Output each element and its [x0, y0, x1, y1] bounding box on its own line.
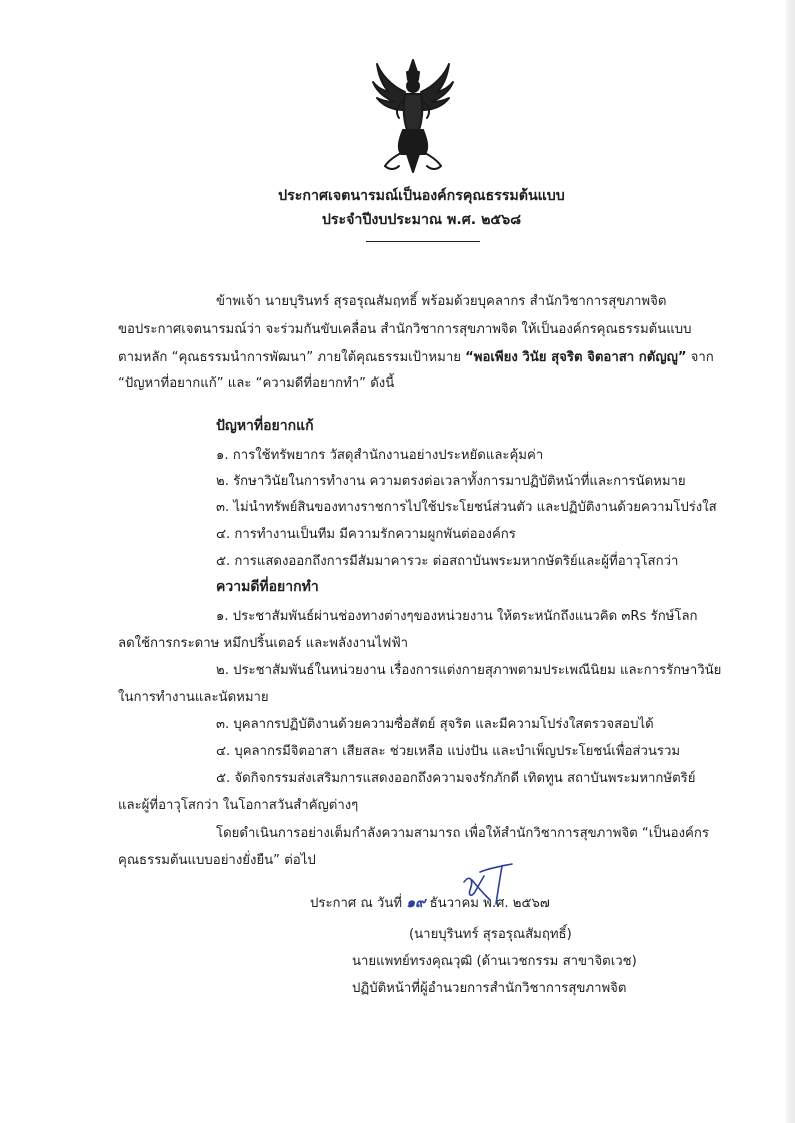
- intro-line-3-start: ตามหลัก “คุณธรรมนำการพัฒนา” ภายใต้คุณธรรมเป้าหมาย: [118, 350, 466, 365]
- target-virtues: “พอเพียง วินัย สุจริต จิตอาสา กตัญญู”: [465, 350, 687, 365]
- signatory-name: (นายบุรินทร์ สุรอรุณสัมฤทธิ์): [409, 927, 572, 942]
- intro-line-1: ข้าพเจ้า นายบุรินทร์ สุรอรุณสัมฤทธิ์ พร้อมด้วยบุคลากร สำนักวิชาการสุขภาพจิต: [216, 294, 667, 309]
- signature-scribble-icon: [458, 860, 528, 910]
- document-subtitle: ประจำปีงบประมาณ พ.ศ. ๒๕๖๘: [321, 212, 522, 228]
- title-divider: [366, 241, 480, 242]
- garuda-emblem-icon: [371, 56, 455, 174]
- good-item-3: ๓. บุคลากรปฏิบัติงานด้วยความซื่อสัตย์ สุจริต และมีความโปร่งใสตรวจสอบได้: [216, 717, 654, 732]
- goods-heading: ความดีที่อยากทำ: [216, 579, 319, 595]
- intro-line-3-end: จาก: [686, 350, 714, 365]
- good-item-5-line-1: ๕. จัดกิจกรรมส่งเสริมการแสดงออกถึงความจงรักภักดี เทิดทูน สถาบันพระมหากษัตริย์: [216, 771, 696, 786]
- problem-item: ๒. รักษาวินัยในการทำงาน ความตรงต่อเวลาทั้งการมาปฏิบัติหน้าที่และการนัดหมาย: [216, 474, 686, 489]
- problems-heading: ปัญหาที่อยากแก้: [216, 418, 314, 434]
- signatory-position-2: ปฏิบัติหน้าที่ผู้อำนวยการสำนักวิชาการสุขภาพจิต: [352, 981, 627, 996]
- intro-line-3: [118, 346, 714, 367]
- problem-item: ๕. การแสดงออกถึงการมีสัมมาคารวะ ต่อสถาบันพระมหากษัตริย์และผู้ที่อาวุโสกว่า: [216, 554, 679, 569]
- good-item-1-line-1: ๑. ประชาสัมพันธ์ผ่านช่องทางต่างๆของหน่วยงาน ให้ตระหนักถึงแนวคิด ๓Rs รักษ์โลก: [216, 609, 698, 624]
- good-item-5-line-2: และผู้ที่อาวุโสกว่า ในโอกาสวันสำคัญต่างๆ: [118, 798, 359, 813]
- closing-line-1: โดยดำเนินการอย่างเต็มกำลังความสามารถ เพื่อให้สำนักวิชาการสุขภาพจิต “เป็นองค์กร: [216, 826, 709, 841]
- signatory-position-1: นายแพทย์ทรงคุณวุฒิ (ด้านเวชกรรม สาขาจิตเวช): [352, 954, 637, 969]
- problem-item: ๔. การทำงานเป็นทีม มีความรักความผูกพันต่อองค์กร: [216, 527, 516, 542]
- intro-line-2: ขอประกาศเจตนารมณ์ว่า จะร่วมกันขับเคลื่อน สำนักวิชาการสุขภาพจิต ให้เป็นองค์กรคุณธรรมต้นแบบ: [118, 322, 692, 337]
- closing-line-2: คุณธรรมต้นแบบอย่างยั่งยืน” ต่อไป: [118, 853, 316, 868]
- good-item-4: ๔. บุคลากรมีจิตอาสา เสียสละ ช่วยเหลือ แบ่งปัน และบำเพ็ญประโยชน์เพื่อส่วนรวม: [216, 744, 681, 759]
- problem-item: ๑. การใช้ทรัพยากร วัสดุสำนักงานอย่างประหยัดและคุ้มค่า: [216, 448, 544, 463]
- announce-suffix: ธันวาคม พ.ศ. ๒๕๖๗: [425, 896, 550, 911]
- good-item-2-line-2: ในการทำงานและนัดหมาย: [118, 690, 269, 705]
- intro-line-4: “ปัญหาที่อยากแก้” และ “ความดีที่อยากทำ” ดังนี้: [118, 376, 395, 391]
- page-edge-shadow: [786, 0, 795, 1123]
- document-title: ประกาศเจตนารมณ์เป็นองค์กรคุณธรรมต้นแบบ: [278, 188, 565, 204]
- good-item-2-line-1: ๒. ประชาสัมพันธ์ในหน่วยงาน เรื่องการแต่งกายสุภาพตามประเพณีนิยม และการรักษาวินัย: [216, 663, 722, 678]
- announce-day: ๑๙: [406, 895, 426, 911]
- problem-item: ๓. ไม่นำทรัพย์สินของทางราชการไปใช้ประโยชน์ส่วนตัว และปฏิบัติงานด้วยความโปร่งใส: [216, 500, 717, 515]
- good-item-1-line-2: ลดใช้การกระดาษ หมึกปริ้นเตอร์ และพลังงานไฟฟ้า: [118, 636, 409, 651]
- announce-prefix: ประกาศ ณ วันที่: [310, 896, 407, 911]
